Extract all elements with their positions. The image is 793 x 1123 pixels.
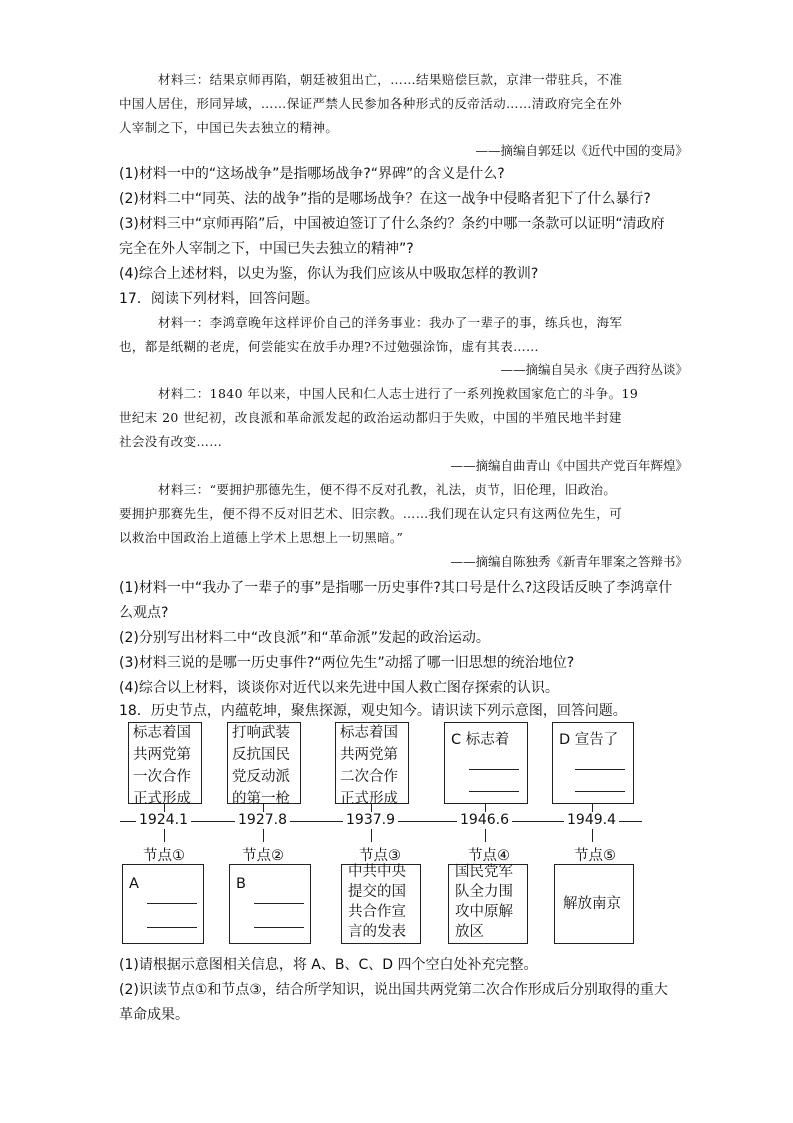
q17-title: 17．阅读下列材料，回答问题。 [119, 291, 319, 307]
q17-material-3-source: ——摘编自陈独秀《新青年罪案之答辩书》 [450, 554, 688, 569]
material-3-line-1: 材料三：结果京师再陷，朝廷被狙出亡，……结果赔偿巨款，京津一带驻兵，不准 [158, 72, 623, 87]
top-box-1 [128, 722, 202, 807]
top-box-1-line-2: 共两党第 [133, 747, 191, 763]
date-2: 1927.8 [235, 812, 290, 828]
bottom-box-3 [341, 864, 421, 944]
node-label-1: 节点① [143, 848, 185, 864]
connector [485, 829, 486, 842]
blank-line [469, 791, 519, 792]
connector [371, 829, 372, 842]
blank-line [147, 927, 197, 928]
bottom-box-a-label: A [129, 876, 139, 892]
bottom-box-a [122, 864, 204, 944]
top-box-2-line-4: 的第一枪 [232, 791, 290, 807]
q16-question-1: (1)材料一中的“这场战争”是指哪场战争?“界碑”的含义是什么? [119, 166, 505, 182]
bottom-box-4-line-4: 放区 [455, 924, 484, 940]
bottom-box-3-line-4: 言的发表 [348, 924, 406, 940]
top-box-3-line-4: 正式形成 [340, 791, 398, 807]
material-3-line-3: 人宰制之下，中国已失去独立的精神。 [119, 120, 339, 135]
bottom-box-b [229, 864, 311, 944]
date-3: 1937.9 [343, 812, 398, 828]
blank-line [575, 791, 625, 792]
node-label-4: 节点④ [468, 848, 510, 864]
bottom-box-4-line-2: 队全力围 [455, 884, 513, 900]
top-box-2-line-3: 党反动派 [232, 769, 290, 785]
q17-material-1-line-2: 也，都是纸糊的老虎，何尝能实在放手办理?不过勉强涂饰，虚有其表…… [119, 339, 539, 354]
top-box-3-line-1: 标志着国 [340, 725, 398, 741]
connector [592, 829, 593, 842]
bottom-box-3-line-2: 提交的国 [348, 884, 406, 900]
node-label-3: 节点③ [359, 848, 401, 864]
q17-material-3-line-2: 要拥护那赛先生，便不得不反对旧艺术、旧宗教。……我们现在认定只有这两位先生，可 [119, 506, 623, 521]
top-box-2 [227, 722, 301, 807]
q17-question-1-cont: 么观点? [119, 605, 169, 621]
q17-material-3-line-3: 以救治中国政治上道德上学术上思想上一切黑暗。” [119, 530, 404, 545]
q16-question-2: (2)材料二中“同英、法的战争”指的是哪场战争？在这一战争中侵略者犯下了什么暴行? [119, 191, 651, 207]
top-box-1-line-3: 一次合作 [133, 769, 191, 785]
q16-question-4: (4)综合上述材料，以史为鉴，你认为我们应该从中吸取怎样的教训? [119, 266, 539, 282]
node-label-2: 节点② [242, 848, 284, 864]
q16-question-3-cont: 完全在外人宰制之下，中国已失去独立的精神”? [119, 241, 414, 257]
q17-question-3: (3)材料三说的是哪一历史事件?“两位先生”动摇了哪一旧思想的统治地位? [119, 655, 575, 671]
connector [164, 829, 165, 842]
q17-material-2-line-3: 社会没有改变…… [119, 434, 223, 449]
q18-title: 18．历史节点，内蕴乾坤，聚焦探源，观史知今。请识读下列示意图，回答问题。 [119, 703, 627, 719]
bottom-box-3-line-1: 中共中央 [348, 864, 406, 880]
date-4: 1946.6 [457, 812, 512, 828]
blank-line [469, 769, 519, 770]
top-box-d-label: D 宣告了 [559, 732, 619, 748]
blank-line [254, 903, 304, 904]
q17-question-2: (2)分别写出材料二中“改良派”和“革命派”发起的政治运动。 [119, 630, 490, 646]
top-box-2-line-2: 反抗国民 [232, 747, 290, 763]
q17-material-2-source: ——摘编自曲青山《中国共产党百年辉煌》 [450, 458, 688, 473]
top-box-d [552, 722, 634, 804]
q17-material-2-line-2: 世纪末 20 世纪初，改良派和革命派发起的政治运动都归于失败，中国的半殖民地半封建 [119, 410, 622, 425]
top-box-c-label: C 标志着 [451, 732, 510, 748]
blank-line [575, 769, 625, 770]
q17-material-3-line-1: 材料三：“要拥护那德先生，便不得不反对孔教，礼法，贞节，旧伦理，旧政治。 [158, 482, 617, 497]
bottom-box-3-line-3: 共合作宣 [348, 904, 406, 920]
bottom-box-5 [554, 864, 634, 944]
top-box-1-line-1: 标志着国 [133, 725, 191, 741]
connector [263, 829, 264, 842]
bottom-box-5-label: 解放南京 [563, 896, 621, 912]
bottom-box-b-label: B [236, 876, 246, 892]
q17-material-1-line-1: 材料一：李鸿章晚年这样评价自己的洋务事业：我办了一辈子的事，练兵也，海军 [158, 315, 623, 330]
top-box-3-line-2: 共两党第 [340, 747, 398, 763]
node-label-5: 节点⑤ [574, 848, 616, 864]
q18-question-1: (1)请根据示意图相关信息，将 A、B、C、D 四个空白处补充完整。 [119, 957, 538, 973]
top-box-1-line-4: 正式形成 [133, 791, 191, 807]
top-box-3 [335, 722, 409, 807]
material-3-source: ——摘编自郭廷以《近代中国的变局》 [475, 143, 688, 158]
blank-line [254, 927, 304, 928]
top-box-2-line-1: 打响武装 [232, 725, 290, 741]
date-5: 1949.4 [564, 812, 619, 828]
bottom-box-4 [448, 864, 528, 944]
q17-material-1-source: ——摘编自吴永《庚子西狩丛谈》 [500, 362, 688, 377]
blank-line [147, 903, 197, 904]
q17-question-4: (4)综合以上材料，谈谈你对近代以来先进中国人救亡图存探索的认识。 [119, 680, 559, 696]
q17-material-2-line-1: 材料二：1840 年以来，中国人民和仁人志士进行了一系列挽救国家危亡的斗争。19 [158, 386, 639, 401]
bottom-box-4-line-1: 国民党军 [455, 864, 513, 880]
top-box-c [444, 722, 528, 804]
top-box-3-line-3: 二次合作 [340, 769, 398, 785]
q18-question-2-cont: 革命成果。 [119, 1007, 189, 1023]
bottom-box-4-line-3: 攻中原解 [455, 904, 513, 920]
material-3-line-2: 中国人居住，形同异域，……保证严禁人民参加各种形式的反帝活动……清政府完全在外 [119, 96, 623, 111]
q17-question-1: (1)材料一中“我办了一辈子的事”是指哪一历史事件?其口号是什么?这段话反映了李鸿章什 [119, 580, 673, 596]
date-1: 1924.1 [136, 812, 191, 828]
q16-question-3: (3)材料三中“京师再陷”后，中国被迫签订了什么条约？条约中哪一条款可以证明“清政府 [119, 216, 665, 232]
q18-question-2: (2)识读节点①和节点③，结合所学知识，说出国共两党第二次合作形成后分别取得的重大 [119, 982, 668, 998]
